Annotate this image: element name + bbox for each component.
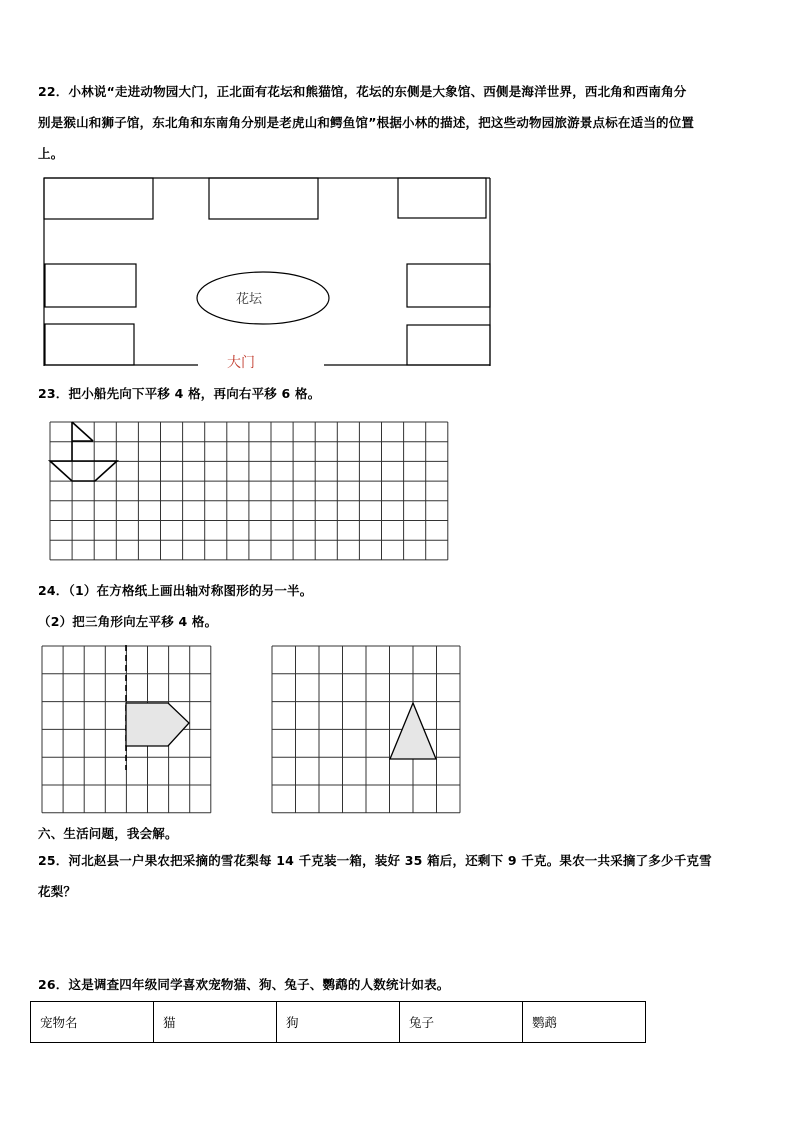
q26-text: 26．这是调查四年级同学喜欢宠物猫、狗、兔子、鹦鹉的人数统计如表。 bbox=[38, 977, 450, 992]
q22-line-2: 别是猴山和狮子馆，东北角和东南角分别是老虎山和鳄鱼馆”根据小林的描述，把这些动物园旅游景点标在适当的位置 bbox=[38, 115, 695, 130]
section-6-title: 六、生活问题，我会解。 bbox=[38, 826, 178, 841]
pet-survey-table bbox=[30, 1001, 646, 1043]
q22-line-3: 上。 bbox=[38, 146, 64, 161]
table-cell: 宠物名 bbox=[31, 1002, 154, 1043]
flower-bed-label: 花坛 bbox=[236, 292, 263, 307]
q25-line-2: 花梨？ bbox=[38, 884, 77, 899]
q24-part-2: （2）把三角形向左平移 4 格。 bbox=[38, 614, 218, 629]
triangle-shape bbox=[390, 703, 436, 759]
q22-line-1: 22．小林说“走进动物园大门，正北面有花坛和熊猫馆，花坛的东侧是大象馆、西侧是海洋世界，西北角和西南角分 bbox=[38, 84, 687, 99]
gate-label: 大门 bbox=[227, 355, 255, 371]
q25-line-1: 25．河北赵县一户果农把采摘的雪花梨每 14 千克装一箱，装好 35 箱后，还剩下 9 千克。果农一共采摘了多少千克雪 bbox=[38, 853, 712, 868]
half-shape bbox=[126, 703, 189, 746]
q24-part-1: 24．（1）在方格纸上画出轴对称图形的另一半。 bbox=[38, 583, 313, 598]
table-cell: 兔子 bbox=[400, 1002, 523, 1043]
table-cell: 猫 bbox=[154, 1002, 277, 1043]
table-row bbox=[31, 1002, 646, 1043]
table-cell: 鹦鹉 bbox=[523, 1002, 646, 1043]
table-cell: 狗 bbox=[277, 1002, 400, 1043]
q23-text: 23．把小船先向下平移 4 格，再向右平移 6 格。 bbox=[38, 386, 321, 401]
